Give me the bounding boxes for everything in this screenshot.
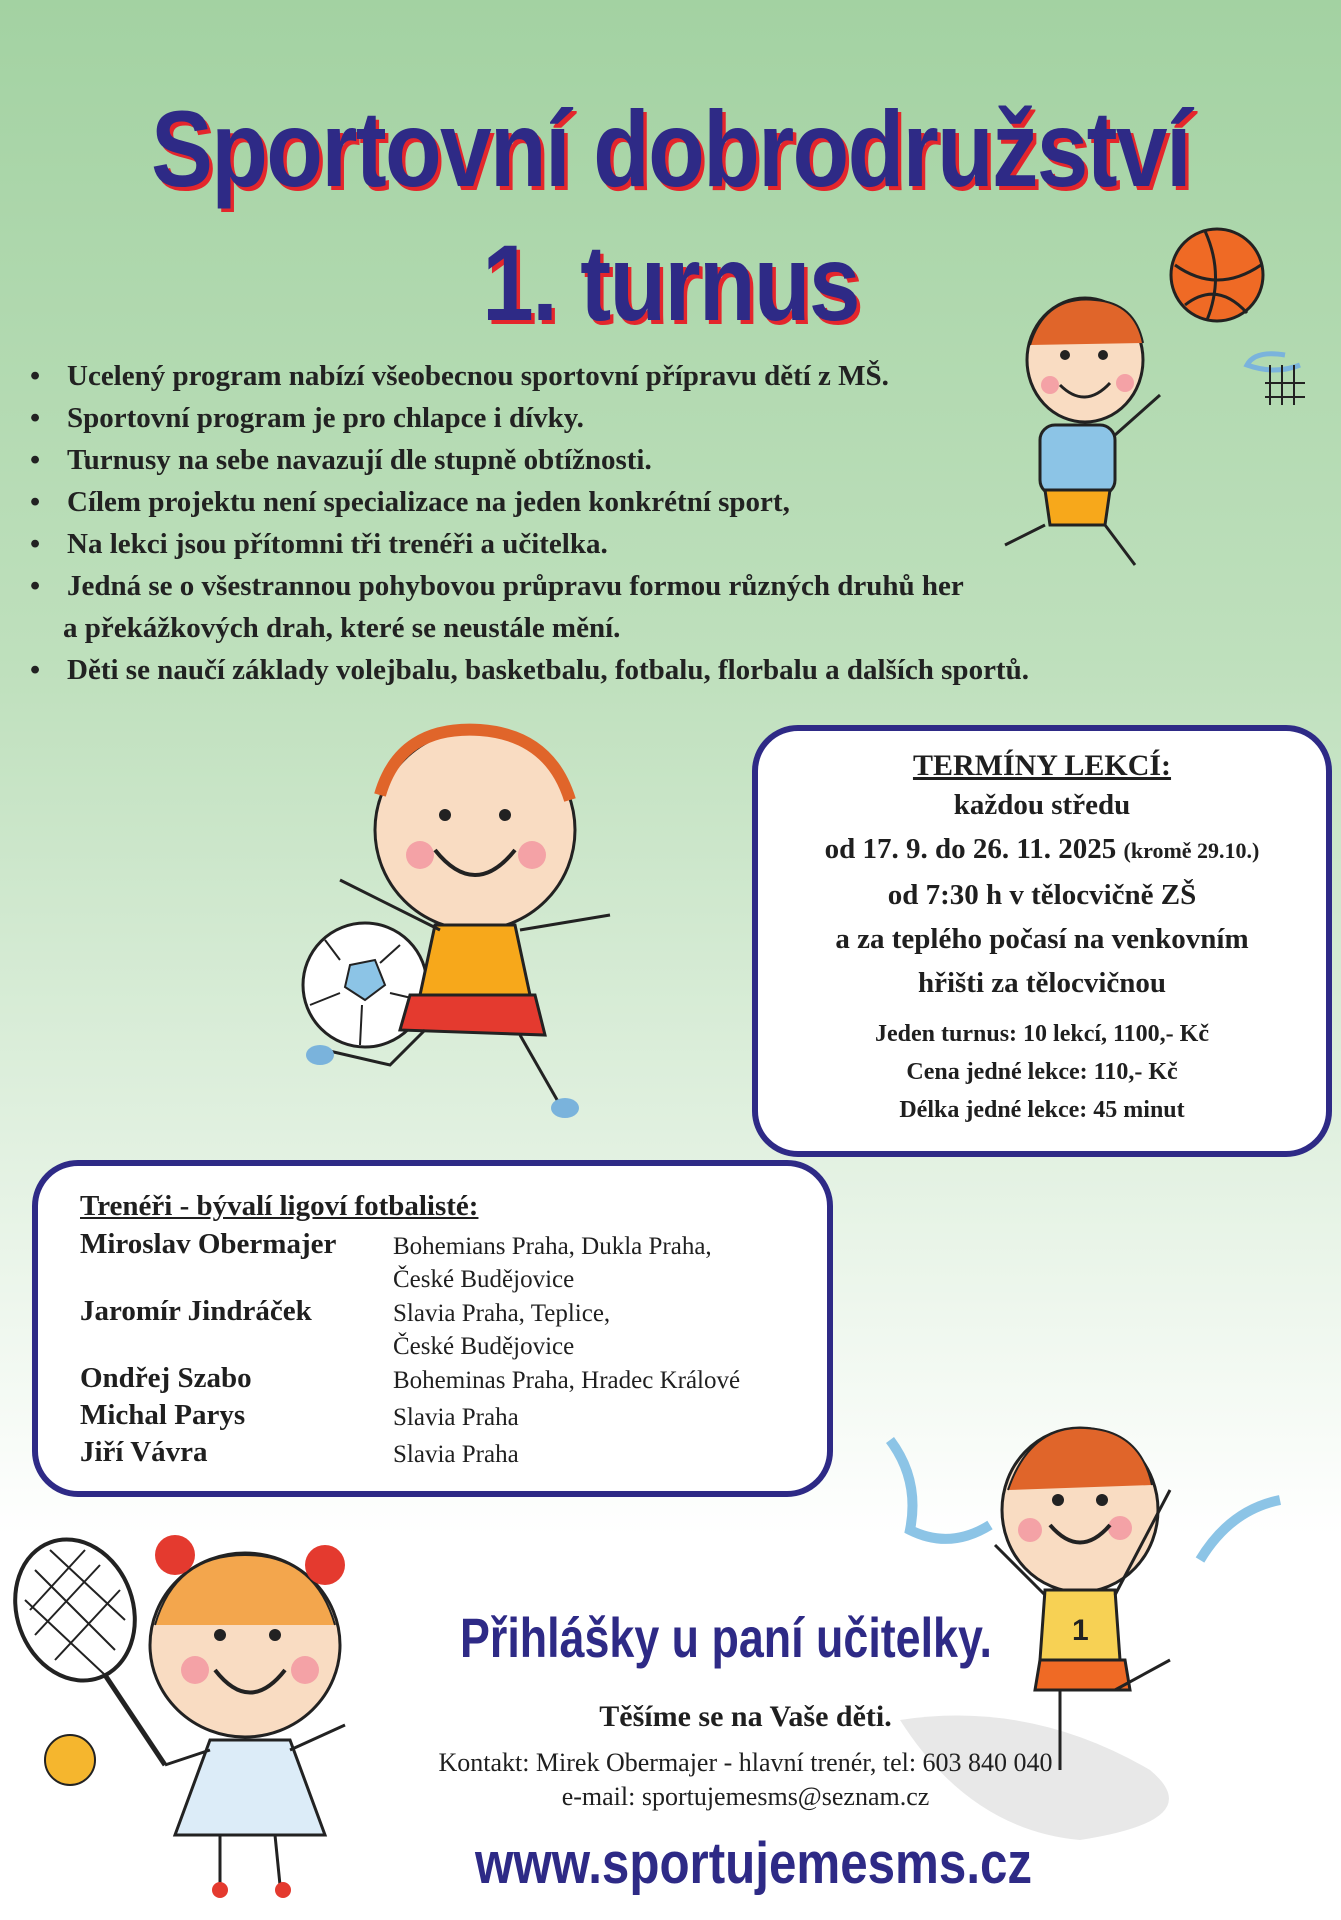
svg-text:1: 1 [1072,1614,1089,1647]
trainers-heading: Trenéři - bývalí ligoví fotbalisté: [80,1190,479,1222]
apply-banner: Přihlášky u paní učitelky. [460,1606,992,1669]
schedule-heading: TERMÍNY LEKCÍ: [912,749,1172,782]
trainer-name: Jiří Vávra [80,1436,208,1468]
schedule-box [752,725,1332,1157]
schedule-dates: od 17. 9. do 26. 11. 2025 (kromě 29.10.) [824,833,1260,865]
list-item: • Děti se naučí základy volejbalu, basketbalu, fotbalu, florbalu a dalších sportů. [30,649,1030,691]
welcome-text: Těšíme se na Vaše děti. [599,1700,892,1733]
trainer-name: Ondřej Szabo [80,1362,252,1394]
price-lesson: Cena jedné lekce: 110,- Kč [906,1059,1178,1085]
schedule-day: každou středu [953,789,1131,821]
trainer-clubs: Slavia Praha [393,1441,519,1468]
website-url: www.sportujemesms.cz [475,1831,1033,1896]
price-turnus: Jeden turnus: 10 lekcí, 1100,- Kč [875,1021,1209,1047]
trainer-name: Michal Parys [80,1399,246,1431]
list-item: • Ucelený program nabízí všeobecnou sportovní přípravu dětí z MŠ. [30,355,1030,397]
poster-title: Sportovní dobrodružství [151,88,1190,209]
email-line: e-mail: sportujemesms@seznam.cz [561,1782,930,1811]
basketball-kid-illustration [985,225,1315,585]
trainer-clubs: Bohemians Praha, Dukla Praha, České Budějovice [393,1233,712,1293]
list-item-continuation: a překážkových drah, které se neustále mění. [63,612,621,644]
schedule-location: a za teplého počasí na venkovním [835,923,1249,955]
poster-subtitle: 1. turnus [482,222,859,343]
trainer-name: Miroslav Obermajer [80,1228,337,1260]
schedule-time: od 7:30 h v tělocvičně ZŠ [887,879,1197,911]
list-item: • Sportovní program je pro chlapce i dívky. [30,397,1030,439]
schedule-dates-note: (kromě 29.10.) [1123,838,1260,863]
list-item: • Jedná se o všestrannou pohybovou průpravu formou různých druhů her [30,565,1030,607]
lesson-duration: Délka jedné lekce: 45 minut [899,1097,1185,1123]
info-bullet-list [30,355,1030,691]
schedule-location-2: hřišti za tělocvičnou [917,967,1167,999]
trainer-clubs: Slavia Praha [393,1404,519,1431]
trainers-box [32,1160,833,1497]
list-item: • Na lekci jsou přítomni tři trenéři a učitelka. [30,523,1030,565]
list-item: • Turnusy na sebe navazují dle stupně obtížnosti. [30,439,1030,481]
trainer-name: Jaromír Jindráček [80,1295,312,1327]
trainer-clubs: Slavia Praha, Teplice, České Budějovice [393,1300,611,1360]
soccer-kid-illustration [240,715,660,1125]
trainer-clubs: Boheminas Praha, Hradec Králové [393,1367,741,1394]
contact-line: Kontakt: Mirek Obermajer - hlavní trenér, tel: 603 840 040 [438,1748,1053,1777]
list-item: • Cílem projektu není specializace na jeden konkrétní sport, [30,481,1030,523]
